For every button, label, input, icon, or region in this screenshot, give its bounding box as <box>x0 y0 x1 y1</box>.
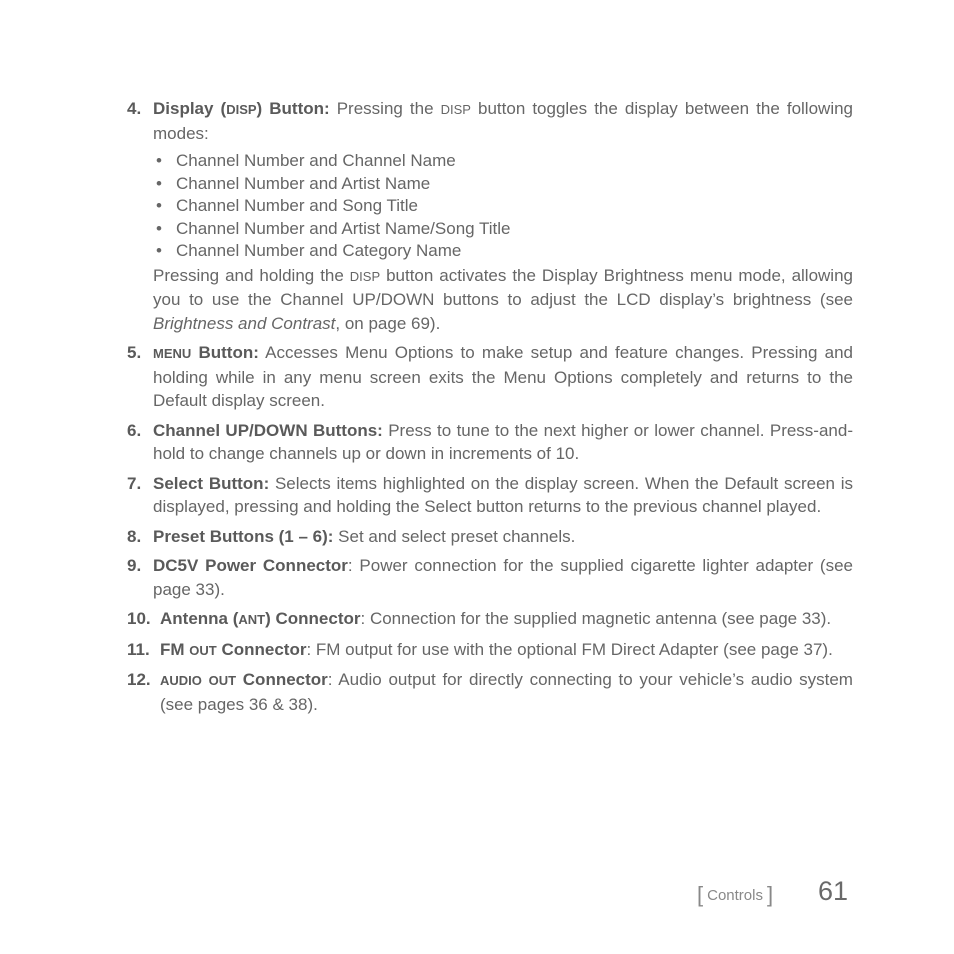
bullet-item: • Channel Number and Artist Name/Song Title <box>153 217 853 240</box>
list-item-5 <box>127 341 853 413</box>
item-number: 10. <box>127 609 151 628</box>
paragraph-smallcaps: DISP <box>349 268 381 284</box>
paragraph-text: , on page 69). <box>335 313 441 333</box>
paragraph-text: Pressing and holding the <box>153 265 350 285</box>
section-name: Controls <box>707 887 763 904</box>
list-item-4 <box>127 97 853 335</box>
item-number: 9. <box>127 556 142 575</box>
term-part <box>202 670 209 689</box>
item-body <box>160 607 853 632</box>
item-term <box>153 343 259 362</box>
term-part: ) Connector <box>265 609 361 628</box>
description-text: : Audio output for directly connecting to your vehicle’s audio system (see pages 36 & 38). <box>160 670 853 714</box>
item-term <box>160 609 361 628</box>
display-modes-list <box>153 149 853 262</box>
description-text: Set and select preset channels. <box>333 526 576 546</box>
list-item-7 <box>127 472 853 519</box>
list-item-10 <box>127 607 853 632</box>
item-number: 7. <box>127 473 142 493</box>
description-smallcaps: DISP <box>440 102 471 117</box>
term-part: Connector <box>236 670 328 689</box>
bullet-item: • Channel Number and Song Title <box>153 194 853 217</box>
description-text: : Connection for the supplied magnetic antenna (see page 33). <box>360 609 832 628</box>
item-body <box>153 341 853 413</box>
item-term: Channel UP/DOWN Buttons: <box>153 420 383 440</box>
description-text: Selects items highlighted on the display screen. When the Default screen is displayed, pressing and holding the Select button returns to the previous channel played. <box>153 473 853 516</box>
bullet-item: • Channel Number and Artist Name <box>153 172 853 195</box>
term-part: Connector <box>216 639 307 659</box>
item-term: Select Button: <box>153 473 270 493</box>
term-smallcaps: ANT <box>238 612 266 627</box>
item-number: 8. <box>127 526 142 546</box>
item-term <box>160 640 306 659</box>
paragraph-text: button activates the Display Brightness menu mode, allowing you to use the Channel UP/DOWN buttons to adjust the LCD display’s brightness (see <box>153 265 853 309</box>
description-text: button toggles the display between the following modes: <box>153 99 853 143</box>
term-smallcaps: AUDIO <box>160 673 202 688</box>
term-part: FM <box>160 639 190 659</box>
item-body <box>153 525 853 549</box>
item-term: DC5V Power Connector <box>153 556 348 575</box>
item-number: 5. <box>127 343 142 362</box>
term-part: Display ( <box>153 99 227 118</box>
term-smallcaps: OUT <box>189 642 217 658</box>
description-text: : FM output for use with the optional FM Direct Adapter (see page 37). <box>306 639 833 659</box>
description-text: Pressing the <box>329 99 441 118</box>
list-item-9 <box>127 554 853 601</box>
cross-reference-title: Brightness and Contrast <box>153 313 336 333</box>
item-body <box>160 668 853 716</box>
term-smallcaps: MENU <box>153 346 192 361</box>
item-term: Preset Buttons (1 – 6): <box>153 526 334 546</box>
list-item-12 <box>127 668 853 716</box>
brightness-paragraph <box>153 264 853 336</box>
item-body <box>160 638 853 663</box>
item-body <box>153 97 853 335</box>
item-number: 6. <box>127 420 142 440</box>
item-body <box>153 472 853 519</box>
item-term <box>160 670 328 689</box>
controls-list <box>127 97 853 722</box>
term-smallcaps: DISP <box>226 102 257 117</box>
list-item-11 <box>127 638 853 663</box>
description-text: Press to tune to the next higher or lower channel. Press-and-hold to change channels up or down in increments of 10. <box>153 420 853 463</box>
bullet-item: • Channel Number and Channel Name <box>153 149 853 172</box>
item-description <box>153 97 853 145</box>
item-body <box>153 554 853 601</box>
term-part: Antenna ( <box>160 609 239 628</box>
description-text: Accesses Menu Options to make setup and feature changes. Pressing and holding while in any menu screen exits the Menu Options completely and returns to the Default display screen. <box>153 343 853 410</box>
list-item-6 <box>127 419 853 466</box>
term-part: Button: <box>191 343 259 362</box>
item-body <box>153 419 853 466</box>
item-number: 12. <box>127 670 151 689</box>
bracket-open: [ <box>697 882 704 907</box>
list-item-8 <box>127 525 853 549</box>
item-number: 11. <box>127 639 150 659</box>
term-part: ) Button: <box>256 99 330 118</box>
bullet-item: • Channel Number and Category Name <box>153 239 853 262</box>
page-number: 61 <box>818 876 849 906</box>
page-footer <box>0 876 954 916</box>
item-number: 4. <box>127 99 142 118</box>
term-smallcaps: OUT <box>208 673 237 688</box>
description-text: : Power connection for the supplied cigarette lighter adapter (see page 33). <box>153 556 853 599</box>
section-label <box>697 882 773 908</box>
item-term <box>153 99 330 118</box>
bracket-close: ] <box>766 882 774 907</box>
